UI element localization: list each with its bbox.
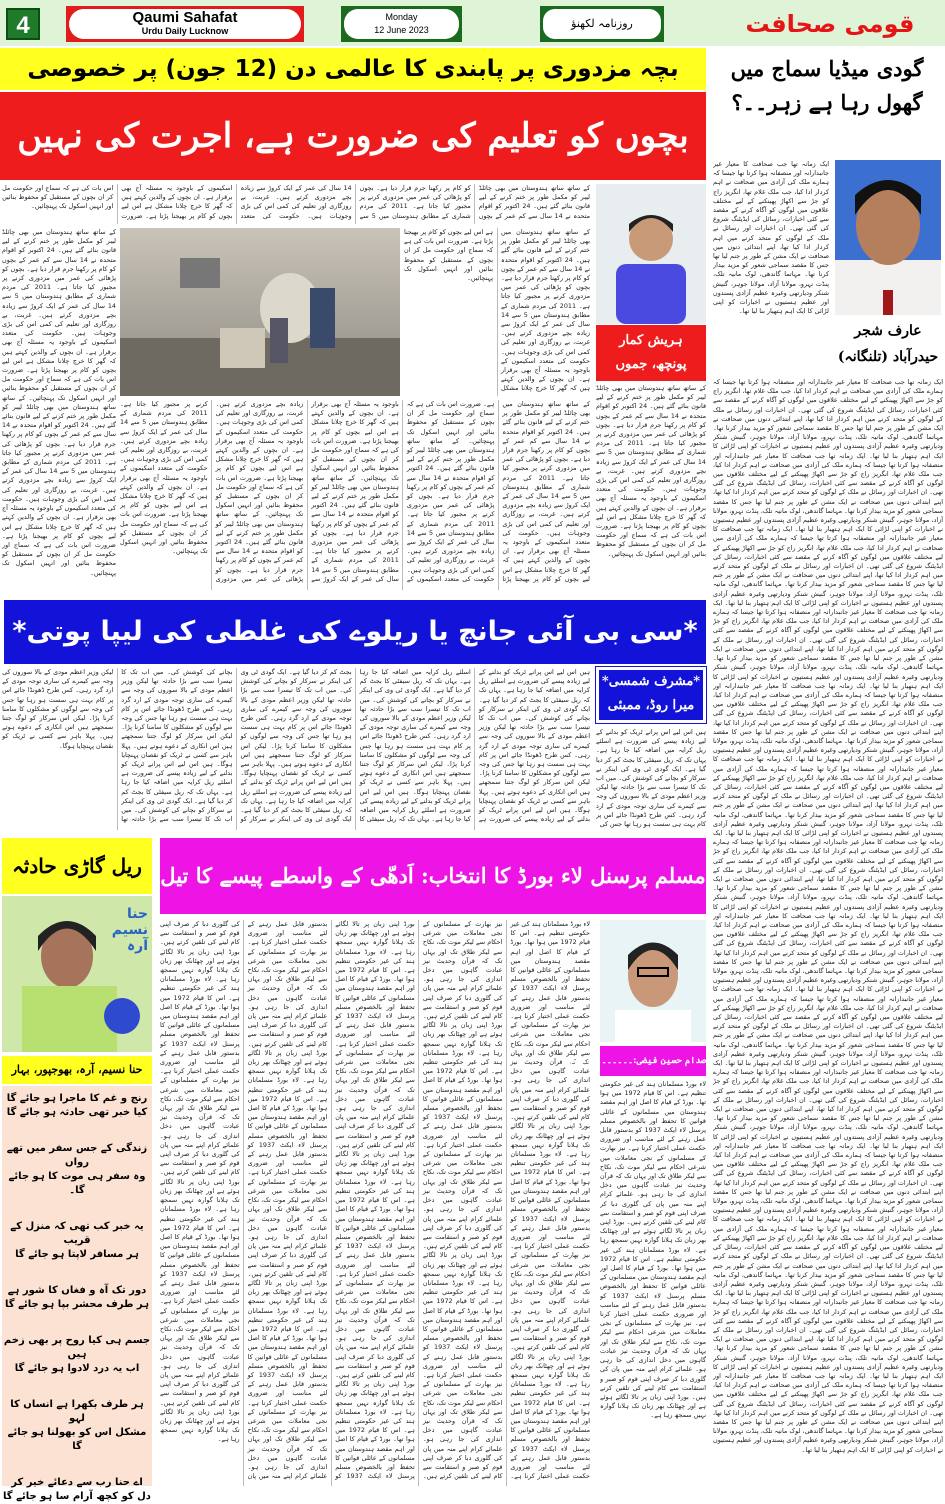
main-headline: بچوں کو تعلیم کی ضرورت ہے، اجرت کی نہیں (0, 92, 706, 180)
poem-line: مشکل اس کو بھولنا ہو جائے گا (7, 1427, 147, 1452)
mplb-headline: مسلم پرسنل لاء بورڈ کا انتخاب: اَدھّی کے واسطے پیسے کا تیل (160, 838, 706, 914)
arif-portrait (835, 160, 941, 315)
harish-photo (596, 184, 706, 324)
paper-name: Qaumi Sahafat (132, 9, 238, 26)
saddam-photo (600, 920, 706, 1042)
main-body-under-byline: کے ساتھ ساتھ ہندوستان میں بھی چائلڈ لیبر کو مکمل طور پر ختم کرنے کے لیے قانون بنائے گئے ہیں۔ 24 اکتوبر کو اقوام متحدہ نے 14 سال سے کم عمر کے بچوں کو کام پر رکھنا جرم قرار دیا ہے۔ بچوں کو پڑھائی کی عمر میں مزدوری کرنے پر مجبور کیا جاتا ہے۔ 2011 کی مردم شماری کے مطابق ہندوستان میں 5 سے 14 سال کی عمر کے ایک کروڑ سے زیادہ بچے مزدوری کرتے ہیں۔ غربت، بے روزگاری اور تعلیم کی کمی اس کی بڑی وجوہات ہیں۔ حکومت کی متعدد اسکیموں کے باوجود یہ مسئلہ آج بھی برقرار ہے۔ ان بچوں کے والدین کہتے ہیں کہ گھر کا خرچ چلانا مشکل ہے اس لیے بچوں کو کام پر بھیجنا پڑتا ہے۔ ضرورت اس بات کی ہے کہ سماج اور حکومت مل کر ان بچوں کے مستقبل کو محفوظ بنائیں اور انہیں اسکول تک پہنچائیں۔ (596, 384, 706, 558)
roznama-box (540, 6, 664, 42)
saddam-portrait (600, 920, 706, 1042)
mplb-body: لاء بورڈ مسلمانان ہند کی غیر حکومتی تنظیم ہے۔ اس کا قیام 1972 میں ہوا تھا۔ بورڈ کے قیام کا اصل اور اہم مقصد ہندوستان میں مسلمانوں کے عائلی قوانین کا تحفظ اور بالخصوص مسلم پرسنل لاء ایکٹ 1937 کو بدستور قابل عمل رہنے کے لئے مناسب اور ضروری حکمت عملی اختیار کرنا ہے۔ نیز بھارت کے مسلمانوں کے نجی معاملات میں شرعی احکام سے لیکر موت تک، نکاح سے لیکر طلاق تک اور یہاں تک کہ قرآن وحدیث نیز عبادت گاہوں میں دخل اندازی کی جا رہی ہو۔ علمائے کرام اپنے منہ میں پان کی گلوری دبا کر صرف اپنی قوم کو صبر و استقامت سے کام لینے کی تلقین کرتے ہیں۔ بورڈ اپنی زبان پر تالا لگائے ہوئے ہے اور چھٹانک بھر زبان تک ہلانا گوارہ نہیں سمجھ رہا ہے۔ لاء بورڈ مسلمانان ہند کی غیر حکومتی تنظیم ہے۔ اس کا قیام 1972 میں ہوا تھا۔ بورڈ کے قیام کا اصل اور اہم مقصد ہندوستان میں مسلمانوں کے عائلی قوانین کا تحفظ اور بالخصوص مسلم پرسنل لاء ایکٹ 1937 کو بدستور قابل عمل رہنے کے لئے مناسب اور ضروری حکمت عملی اختیار کرنا ہے۔ نیز بھارت کے مسلمانوں کے نجی معاملات میں شرعی احکام سے لیکر موت تک، نکاح سے لیکر طلاق تک اور یہاں تک کہ قرآن وحدیث نیز عبادت گاہوں میں دخل اندازی کی جا رہی ہو۔ علمائے کرام اپنے منہ میں پان کی گلوری دبا کر صرف اپنی قوم کو صبر و استقامت سے کام لینے کی تلقین کرتے ہیں۔ بورڈ اپنی زبان پر تالا لگائے ہوئے ہے اور چھٹانک بھر زبان تک ہلانا گوارہ نہیں سمجھ رہا ہے۔ لاء بورڈ مسلمانان ہند کی غیر حکومتی تنظیم ہے۔ اس کا قیام 1972 میں ہوا تھا۔ بورڈ کے قیام کا اصل اور اہم مقصد ہندوستان میں مسلمانوں کے عائلی قوانین کا تحفظ اور بالخصوص مسلم پرسنل لاء ایکٹ 1937 کو بدستور قابل عمل رہنے کے لئے مناسب اور ضروری حکمت عملی اختیار کرنا ہے۔ نیز بھارت کے مسلمانوں کے نجی معاملات میں شرعی احکام سے لیکر موت تک، نکاح سے لیکر طلاق تک اور یہاں تک کہ قرآن وحدیث نیز عبادت گاہوں میں دخل اندازی کی جا رہی ہو۔ علمائے کرام اپنے منہ میں پان کی گلوری دبا کر صرف اپنی قوم کو صبر و استقامت سے کام لینے کی تلقین کرتے ہیں۔ بورڈ اپنی زبان پر تالا لگائے ہوئے ہے اور چھٹانک بھر زبان تک ہلانا گوارہ نہیں سمجھ رہا ہے۔ لاء بورڈ مسلمانان ہند کی غیر حکومتی تنظیم ہے۔ اس کا قیام 1972 میں ہوا تھا۔ بورڈ کے قیام کا اصل اور اہم مقصد ہندوستان میں مسلمانوں کے عائلی قوانین کا تحفظ اور بالخصوص مسلم پرسنل لاء ایکٹ 1937 کو بدستور قابل عمل رہنے کے لئے مناسب اور ضروری حکمت عملی اختیار کرنا ہے۔ نیز بھارت کے مسلمانوں کے نجی معاملات میں شرعی احکام سے لیکر موت تک، نکاح سے لیکر طلاق تک اور یہاں تک کہ قرآن وحدیث نیز عبادت گاہوں میں دخل اندازی کی جا رہی ہو۔ علمائے کرام اپنے منہ میں پان کی گلوری دبا کر صرف اپنی قوم کو صبر و استقامت سے کام لینے کی تلقین کرتے ہیں۔ بورڈ اپنی زبان پر تالا لگائے ہوئے ہے اور چھٹانک بھر زبان تک ہلانا گوارہ نہیں سمجھ رہا ہے۔ لاء بورڈ مسلمانان ہند کی غیر حکومتی تنظیم ہے۔ اس کا قیام 1972 میں ہوا تھا۔ بورڈ کے قیام کا اصل اور اہم مقصد ہندوستان میں مسلمانوں کے عائلی قوانین کا تحفظ اور بالخصوص مسلم پرسنل لاء ایکٹ 1937 کو بدستور قابل عمل رہنے کے لئے مناسب اور ضروری حکمت عملی اختیار کرنا ہے۔ نیز بھارت کے مسلمانوں کے نجی معاملات میں شرعی احکام سے لیکر موت تک، نکاح سے لیکر طلاق تک اور یہاں تک کہ قرآن وحدیث نیز عبادت گاہوں میں دخل اندازی کی جا رہی ہو۔ علمائے کرام اپنے منہ میں پان کی گلوری دبا کر صرف اپنی قوم کو صبر و استقامت سے کام لینے کی تلقین کرتے ہیں۔ بورڈ اپنی زبان پر تالا لگائے ہوئے ہے اور چھٹانک بھر زبان تک ہلانا گوارہ نہیں سمجھ رہا ہے۔ لاء بورڈ مسلمانان ہند کی غیر حکومتی تنظیم ہے۔ اس کا قیام 1972 میں ہوا تھا۔ بورڈ کے قیام کا اصل اور اہم مقصد ہندوستان میں مسلمانوں کے عائلی قوانین کا تحفظ اور بالخصوص مسلم پرسنل لاء ایکٹ 1937 کو بدستور قابل عمل رہنے کے لئے مناسب اور ضروری حکمت عملی اختیار کرنا ہے۔ نیز بھارت کے مسلمانوں کے نجی معاملات میں شرعی احکام سے لیکر موت تک، نکاح سے لیکر طلاق تک اور یہاں تک کہ قرآن وحدیث نیز عبادت گاہوں میں دخل اندازی کی جا رہی ہو۔ علمائے کرام اپنے منہ میں پان کی گلوری دبا کر صرف اپنی قوم کو صبر و استقامت سے کام لینے کی تلقین کرتے ہیں۔ بورڈ اپنی زبان پر تالا لگائے ہوئے ہے اور چھٹانک بھر زبان تک ہلانا گوارہ نہیں سمجھ رہا ہے۔ لاء بورڈ مسلمانان ہند کی غیر حکومتی تنظیم ہے۔ اس کا قیام 1972 میں ہوا تھا۔ بورڈ کے قیام کا اصل اور اہم مقصد ہندوستان میں مسلمانوں کے عائلی قوانین کا تحفظ اور بالخصوص مسلم پرسنل لاء ایکٹ 1937 کو بدستور قابل عمل رہنے کے لئے مناسب اور ضروری حکمت عملی اختیار کرنا ہے۔ نیز بھارت کے مسلمانوں کے نجی معاملات میں شرعی احکام سے لیکر موت تک، نکاح سے لیکر طلاق تک اور یہاں تک کہ قرآن وحدیث نیز عبادت گاہوں میں دخل اندازی کی جا رہی ہو۔ علمائے کرام اپنے منہ میں پان کی گلوری دبا کر صرف اپنی قوم کو صبر و استقامت سے کام لینے کی تلقین کرتے ہیں۔ بورڈ اپنی زبان پر تالا لگائے ہوئے ہے اور چھٹانک بھر زبان تک ہلانا گوارہ نہیں سمجھ رہا ہے۔ لاء بورڈ مسلمانان ہند کی غیر حکومتی تنظیم ہے۔ اس کا قیام 1972 میں ہوا تھا۔ بورڈ کے قیام کا اصل اور اہم مقصد ہندوستان میں مسلمانوں کے عائلی قوانین کا تحفظ اور بالخصوص مسلم پرسنل لاء ایکٹ 1937 کو بدستور قابل عمل رہنے کے لئے مناسب اور ضروری حکمت عملی اختیار کرنا ہے۔ نیز بھارت کے مسلمانوں کے نجی معاملات میں شرعی احکام سے لیکر موت تک، نکاح سے لیکر طلاق تک اور یہاں تک کہ قرآن وحدیث نیز عبادت گاہوں میں دخل اندازی کی جا رہی ہو۔ علمائے کرام اپنے منہ میں پان کی گلوری دبا کر صرف اپنی قوم کو صبر و استقامت سے کام لینے کی تلقین کرتے ہیں۔ بورڈ اپنی زبان پر تالا لگائے ہوئے ہے اور چھٹانک بھر زبان تک ہلانا گوارہ نہیں سمجھ رہا ہے۔ لاء بورڈ مسلمانان ہند کی غیر حکومتی تنظیم ہے۔ اس کا قیام 1972 میں ہوا تھا۔ بورڈ کے قیام کا اصل اور اہم مقصد ہندوستان میں مسلمانوں کے عائلی قوانین کا تحفظ اور بالخصوص مسلم پرسنل لاء ایکٹ 1937 کو بدستور قابل عمل رہنے کے لئے مناسب اور ضروری حکمت عملی اختیار کرنا ہے۔ نیز بھارت کے مسلمانوں کے نجی معاملات میں شرعی احکام سے لیکر موت تک، نکاح سے لیکر طلاق تک اور یہاں تک کہ قرآن وحدیث نیز عبادت گاہوں میں دخل اندازی کی جا رہی ہو۔ علمائے کرام اپنے منہ میں پان کی گلوری دبا کر صرف اپنی قوم کو صبر و استقامت سے کام لینے کی تلقین کرتے ہیں۔ بورڈ اپنی زبان پر تالا لگائے ہوئے ہے اور چھٹانک بھر زبان تک ہلانا گوارہ نہیں سمجھ رہا ہے۔ لاء بورڈ مسلمانان ہند کی غیر حکومتی تنظیم ہے۔ اس کا قیام 1972 میں ہوا تھا۔ بورڈ کے قیام کا اصل اور اہم مقصد ہندوستان میں مسلمانوں کے عائلی قوانین کا تحفظ اور بالخصوص مسلم پرسنل لاء ایکٹ 1937 کو بدستور قابل عمل رہنے کے لئے مناسب اور ضروری حکمت عملی اختیار کرنا ہے۔ نیز بھارت کے مسلمانوں کے نجی معاملات میں شرعی احکام سے لیکر موت تک، نکاح سے لیکر طلاق تک اور یہاں تک کہ قرآن وحدیث نیز عبادت گاہوں میں دخل اندازی کی جا رہی ہو۔ علمائے کرام اپنے منہ میں پان کی گلوری دبا کر صرف اپنی قوم کو صبر و استقامت سے کام لینے کی تلقین کرتے ہیں۔ بورڈ اپنی زبان پر تالا لگائے ہوئے ہے اور چھٹانک بھر زبان تک ہلانا گوارہ نہیں سمجھ رہا ہے۔ لاء بورڈ مسلمانان ہند کی غیر حکومتی تنظیم ہے۔ اس کا قیام 1972 میں ہوا تھا۔ بورڈ کے قیام کا اصل اور اہم مقصد ہندوستان میں مسلمانوں کے عائلی قوانین کا تحفظ اور بالخصوص مسلم پرسنل لاء ایکٹ 1937 کو بدستور قابل عمل رہنے کے لئے مناسب اور ضروری حکمت عملی اختیار کرنا ہے۔ نیز بھارت کے مسلمانوں کے نجی معاملات میں شرعی احکام سے لیکر موت تک، نکاح سے لیکر طلاق تک اور یہاں تک کہ قرآن وحدیث نیز عبادت گاہوں میں دخل اندازی کی جا رہی ہو۔ علمائے کرام اپنے منہ میں پان کی گلوری دبا کر صرف اپنی قوم کو صبر و استقامت سے کام لینے کی تلقین کرتے ہیں۔ بورڈ اپنی زبان پر تالا لگائے ہوئے ہے اور چھٹانک بھر زبان تک ہلانا گوارہ نہیں سمجھ رہا ہے۔ لاء بورڈ مسلمانان ہند کی غیر حکومتی تنظیم ہے۔ اس کا قیام 1972 میں ہوا تھا۔ بورڈ کے قیام کا اصل اور اہم مقصد ہندوستان میں مسلمانوں کے عائلی قوانین کا تحفظ اور بالخصوص مسلم پرسنل لاء ایکٹ 1937 کو بدستور قابل عمل رہنے کے لئے مناسب اور ضروری حکمت عملی اختیار کرنا ہے۔ نیز بھارت کے مسلمانوں کے نجی معاملات میں شرعی احکام سے لیکر موت تک، نکاح سے لیکر طلاق تک اور یہاں تک کہ قرآن وحدیث نیز عبادت گاہوں میں دخل اندازی کی جا رہی ہو۔ علمائے کرام اپنے منہ میں پان کی گلوری دبا کر صرف اپنی قوم کو صبر و استقامت سے کام لینے کی تلقین کرتے ہیں۔ بورڈ اپنی زبان پر تالا لگائے ہوئے ہے اور چھٹانک بھر زبان تک ہلانا گوارہ نہیں سمجھ رہا ہے۔ (160, 920, 590, 1481)
poem-stanza (2, 1476, 152, 1504)
children-photo (120, 228, 400, 396)
main-body-right: کے ساتھ ساتھ ہندوستان میں بھی چائلڈ لیبر کو مکمل طور پر ختم کرنے کے لیے قانون بنائے گئے ہیں۔ 24 اکتوبر کو اقوام متحدہ نے 14 سال سے کم عمر کے بچوں کو کام پر رکھنا جرم قرار دیا ہے۔ بچوں کو پڑھائی کی عمر میں مزدوری کرنے پر مجبور کیا جاتا ہے۔ 2011 کی مردم شماری کے مطابق ہندوستان میں 5 سے 14 سال کی عمر کے ایک کروڑ سے زیادہ بچے مزدوری کرتے ہیں۔ غربت، بے روزگاری اور تعلیم کی کمی اس کی بڑی وجوہات ہیں۔ حکومت کی متعدد اسکیموں کے باوجود یہ مسئلہ آج بھی برقرار ہے۔ ان بچوں کے والدین کہتے ہیں کہ گھر کا خرچ چلانا مشکل ہے اس لیے بچوں کو کام پر بھیجنا پڑتا ہے۔ ضرورت اس بات کی ہے کہ سماج اور حکومت مل کر ان بچوں کے مستقبل کو محفوظ بنائیں اور انہیں اسکول تک پہنچائیں۔ (404, 228, 590, 393)
poem-stanza (2, 1334, 152, 1376)
harish-name: ہریش کمار (619, 333, 683, 348)
masthead: قومی صحافت (745, 10, 915, 38)
poem-line: ہر مسافر لاپتا ہو جائے گا (15, 1249, 139, 1260)
poem-stanza (2, 1092, 152, 1120)
poet-byline: حنا نسیم، آرہ، بھوجپور، بہار (2, 1056, 152, 1084)
mplb-body-right: لاء بورڈ مسلمانان ہند کی غیر حکومتی تنظیم ہے۔ اس کا قیام 1972 میں ہوا تھا۔ بورڈ کے قیام کا اصل اور اہم مقصد ہندوستان میں مسلمانوں کے عائلی قوانین کا تحفظ اور بالخصوص مسلم پرسنل لاء ایکٹ 1937 کو بدستور قابل عمل رہنے کے لئے مناسب اور ضروری حکمت عملی اختیار کرنا ہے۔ نیز بھارت کے مسلمانوں کے نجی معاملات میں شرعی احکام سے لیکر موت تک، نکاح سے لیکر طلاق تک اور یہاں تک کہ قرآن وحدیث نیز عبادت گاہوں میں دخل اندازی کی جا رہی ہو۔ علمائے کرام اپنے منہ میں پان کی گلوری دبا کر صرف اپنی قوم کو صبر و استقامت سے کام لینے کی تلقین کرتے ہیں۔ بورڈ اپنی زبان پر تالا لگائے ہوئے ہے اور چھٹانک بھر زبان تک ہلانا گوارہ نہیں سمجھ رہا ہے۔ لاء بورڈ مسلمانان ہند کی غیر حکومتی تنظیم ہے۔ اس کا قیام 1972 میں ہوا تھا۔ بورڈ کے قیام کا اصل اور اہم مقصد ہندوستان میں مسلمانوں کے عائلی قوانین کا تحفظ اور بالخصوص مسلم پرسنل لاء ایکٹ 1937 کو بدستور قابل عمل رہنے کے لئے مناسب اور ضروری حکمت عملی اختیار کرنا ہے۔ نیز بھارت کے مسلمانوں کے نجی معاملات میں شرعی احکام سے لیکر موت تک، نکاح سے لیکر طلاق تک اور یہاں تک کہ قرآن وحدیث نیز عبادت گاہوں میں دخل اندازی کی جا رہی ہو۔ علمائے کرام اپنے منہ میں پان کی گلوری دبا کر صرف اپنی قوم کو صبر و استقامت سے کام لینے کی تلقین کرتے ہیں۔ بورڈ اپنی زبان پر تالا لگائے ہوئے ہے اور چھٹانک بھر زبان تک ہلانا گوارہ نہیں سمجھ رہا ہے۔ (600, 1080, 706, 1420)
paper-name-box (66, 6, 304, 42)
poem-stanza (2, 1398, 152, 1454)
side-headline: گودی میڈیا سماج میں گھول رہا ہے زہر۔۔؟ (730, 56, 924, 115)
mushraf-name: *مشرف شمسی* (601, 674, 701, 689)
mushraf-byline (596, 667, 706, 723)
poem-stanza (2, 1284, 152, 1312)
rail-headline: *سی بی آئی جانچ یا ریلوے کی غلطی کی لیپا پوتی* (4, 600, 706, 664)
photo-banner-text: حنا نسیم آرہ (111, 906, 148, 954)
arif-name: عارف شجر (854, 323, 922, 339)
page-number: 4 (6, 8, 40, 40)
poem-line: دور تک آہ و فغاں کا شور ہے (7, 1285, 147, 1296)
main-body-left: کے ساتھ ساتھ ہندوستان میں بھی چائلڈ لیبر کو مکمل طور پر ختم کرنے کے لیے قانون بنائے گئے ہیں۔ 24 اکتوبر کو اقوام متحدہ نے 14 سال سے کم عمر کے بچوں کو کام پر رکھنا جرم قرار دیا ہے۔ بچوں کو پڑھائی کی عمر میں مزدوری کرنے پر مجبور کیا جاتا ہے۔ 2011 کی مردم شماری کے مطابق ہندوستان میں 5 سے 14 سال کی عمر کے ایک کروڑ سے زیادہ بچے مزدوری کرتے ہیں۔ غربت، بے روزگاری اور تعلیم کی کمی اس کی بڑی وجوہات ہیں۔ حکومت کی متعدد اسکیموں کے باوجود یہ مسئلہ آج بھی برقرار ہے۔ ان بچوں کے والدین کہتے ہیں کہ گھر کا خرچ چلانا مشکل ہے اس لیے بچوں کو کام پر بھیجنا پڑتا ہے۔ ضرورت اس بات کی ہے کہ سماج اور حکومت مل کر ان بچوں کے مستقبل کو محفوظ بنائیں اور انہیں اسکول تک پہنچائیں۔ کے ساتھ ساتھ ہندوستان میں بھی چائلڈ لیبر کو مکمل طور پر ختم کرنے کے لیے قانون بنائے گئے ہیں۔ 24 اکتوبر کو اقوام متحدہ نے 14 سال سے کم عمر کے بچوں کو کام پر رکھنا جرم قرار دیا ہے۔ بچوں کو پڑھائی کی عمر میں مزدوری کرنے پر مجبور کیا جاتا ہے۔ 2011 کی مردم شماری کے مطابق ہندوستان میں 5 سے 14 سال کی عمر کے ایک کروڑ سے زیادہ بچے مزدوری کرتے ہیں۔ غربت، بے روزگاری اور تعلیم کی کمی اس کی بڑی وجوہات ہیں۔ حکومت کی متعدد اسکیموں کے باوجود یہ مسئلہ آج بھی برقرار ہے۔ ان بچوں کے والدین کہتے ہیں کہ گھر کا خرچ چلانا مشکل ہے اس لیے بچوں کو کام پر بھیجنا پڑتا ہے۔ ضرورت اس بات کی ہے کہ سماج اور حکومت مل کر ان بچوں کے مستقبل کو محفوظ بنائیں اور انہیں اسکول تک پہنچائیں۔ (2, 228, 116, 577)
rail-body-right: ہیں اس لیے اس پرانے ٹریک کو بدلنے کے لیے زیادہ پیسے کی ضرورت ہے اسلئے ریل کرایہ میں اضافہ کیا جا رہا ہے۔ یہاں تک کہ ریل سیفٹی کا بجٹ کم کر دیا گیا ہے۔ ایک گودی ٹی وی کی اینکر نے سرکار کو بچانے کی کوشش کی۔ میں اب تک کا تیسرا سب سے بڑا حادثہ تھا لیکن وزیر اعظم مودی کے بالا سوروں کی وجہ سے کیمرے کی ساری توجہ مودی کے ارد گرد رہی۔ کس طرح ڈھونڈا جائے اس پر کام بہت ہی سست ہو رہا تھا جس کی (596, 728, 706, 829)
main-body-top: کے ساتھ ساتھ ہندوستان میں بھی چائلڈ لیبر کو مکمل طور پر ختم کرنے کے لیے قانون بنائے گئے ہیں۔ 24 اکتوبر کو اقوام متحدہ نے 14 سال سے کم عمر کے بچوں کو کام پر رکھنا جرم قرار دیا ہے۔ بچوں کو پڑھائی کی عمر میں مزدوری کرنے پر مجبور کیا جاتا ہے۔ 2011 کی مردم شماری کے مطابق ہندوستان میں 5 سے 14 سال کی عمر کے ایک کروڑ سے زیادہ بچے مزدوری کرتے ہیں۔ غربت، بے روزگاری اور تعلیم کی کمی اس کی بڑی وجوہات ہیں۔ حکومت کی متعدد اسکیموں کے باوجود یہ مسئلہ آج بھی برقرار ہے۔ ان بچوں کے والدین کہتے ہیں کہ گھر کا خرچ چلانا مشکل ہے اس لیے بچوں کو کام پر بھیجنا پڑتا ہے۔ ضرورت اس بات کی ہے کہ سماج اور حکومت مل کر ان بچوں کے مستقبل کو محفوظ بنائیں اور انہیں اسکول تک پہنچائیں۔ (2, 184, 590, 220)
poem-stanza (2, 1142, 152, 1198)
poem-body (2, 1086, 152, 1502)
poem-line: جسم ہی کیا روح پر بھی زخم ہیں (3, 1335, 151, 1360)
arif-photo (835, 160, 941, 315)
poem-line: وہ سفر ہی موت کا ہو جائے گا۔ (8, 1171, 146, 1196)
poem-line: کیا خبر تھی حادثہ ہو جائے گا (6, 1107, 148, 1118)
roznama-label: روزنامہ لکھنؤ (543, 9, 661, 39)
paper-subtitle: Urdu Daily Lucknow (141, 26, 229, 36)
arif-byline (835, 318, 941, 370)
poem-line: ہر طرف بکھرا ہے انساں کا لہو (10, 1399, 144, 1424)
poem-section-title: ریل گاڑی حادثہ (2, 838, 152, 894)
poem-line: اے حنا رب سے دعائے خیر کر (11, 1477, 143, 1488)
harish-byline (596, 325, 706, 381)
poem-stanza (2, 1220, 152, 1262)
harish-place: پونچھ، جموں (615, 357, 687, 372)
date: 12 June 2023 (374, 25, 429, 35)
harish-portrait (596, 184, 706, 324)
saddam-byline: صدام حسین فیضی:۔۔۔۔۔۔۔دوٹوک (600, 1046, 706, 1076)
poem-line: اب یہ درد لادوا ہو جائے گا (14, 1363, 140, 1374)
poem-line: یہ خبر کب تھی کہ منزل کے قریب (10, 1221, 144, 1246)
poem-line: رنج و غم کا ماجرا ہو جائے گا (6, 1093, 148, 1104)
poem-line: دل کو کچھ آرام سا ہو جائے گا (3, 1491, 151, 1502)
side-body-top: ایک زمانہ تھا جب صحافت کا معیار غیر جانبدارانہ اور منصفانہ ہوا کرتا تھا جیسا کہ ہمارے ملک کی آزادی میں صحافت نے اہم کردار ادا کیا، جب ملک غلام تھا، انگریز راج کو جڑ سے اکھاڑ پھینکنے کے لیے مختلف علاقوں میں لوگوں کو آگاہ کرنے کے مقصد سے کئی اخبارات، رسائل کی ایڈیٹنگ شروع کی گئی تھی۔ ان اخبارات اور رسائل نے ملک کے لوگوں کو متحد کرنے میں اہم کردار ادا کیا تھا، اپنے ابتدائی دنوں میں صحافت نے ایک مشن کے طور پر جنم لیا تھا جس کا مقصد سماجی شعور کو مزید بیدار کرنا تھا۔ مہاتما گاندھی، لوک مانیہ تلک، پنڈت نہرو، مولانا آزاد، مولانا جوہر، گنیش شنکر ودیارتھی وغیرہ عظیم آزادی پسندوں اور عظیم ہستیوں نے اخبارات کو اپنی لڑائی کا ایک اہم ہتھیار بنا لیا تھا۔ (713, 160, 829, 316)
date-box (341, 6, 462, 42)
poet-photo (2, 896, 152, 1052)
poem-line: ہر طرف محشر بپا ہو جائے گا (5, 1299, 149, 1310)
main-kicker: بچہ مزدوری پر پابندی کا عالمی دن (12 جون) پر خصوصی (0, 48, 706, 90)
rail-body: ہیں اس لیے اس پرانے ٹریک کو بدلنے کے لیے زیادہ پیسے کی ضرورت ہے اسلئے ریل کرایہ میں اضافہ کیا جا رہا ہے۔ یہاں تک کہ ریل سیفٹی کا بجٹ کم کر دیا گیا ہے۔ ایک گودی ٹی وی کی اینکر نے سرکار کو بچانے کی کوشش کی۔ میں اب تک کا تیسرا سب سے بڑا حادثہ تھا لیکن وزیر اعظم مودی کے بالا سوروں کی وجہ سے کیمرے کی ساری توجہ مودی کے ارد گرد رہی۔ کس طرح ڈھونڈا جائے اس پر کام بہت ہی سست ہو رہا تھا جس کی وجہ سے لوگوں کو مشکلوں کا سامنا کرنا پڑا۔ لیکن اس سرکار کو لوگ جتنا سمجھتے ہیں اس انکاری کے دعوے ہوتے ہیں۔ پہلا باہر سے کسی نے ٹریک کو نقصان پہنچایا ہوگا۔ ہیں اس لیے اس پرانے ٹریک کو بدلنے کے لیے زیادہ پیسے کی ضرورت ہے اسلئے ریل کرایہ میں اضافہ کیا جا رہا ہے۔ یہاں تک کہ ریل سیفٹی کا بجٹ کم کر دیا گیا ہے۔ ایک گودی ٹی وی کی اینکر نے سرکار کو بچانے کی کوشش کی۔ میں اب تک کا تیسرا سب سے بڑا حادثہ تھا لیکن وزیر اعظم مودی کے بالا سوروں کی وجہ سے کیمرے کی ساری توجہ مودی کے ارد گرد رہی۔ کس طرح ڈھونڈا جائے اس پر کام بہت ہی سست ہو رہا تھا جس کی وجہ سے لوگوں کو مشکلوں کا سامنا کرنا پڑا۔ لیکن اس سرکار کو لوگ جتنا سمجھتے ہیں اس انکاری کے دعوے ہوتے ہیں۔ پہلا باہر سے کسی نے ٹریک کو نقصان پہنچایا ہوگا۔ ہیں اس لیے اس پرانے ٹریک کو بدلنے کے لیے زیادہ پیسے کی ضرورت ہے اسلئے ریل کرایہ میں اضافہ کیا جا رہا ہے۔ یہاں تک کہ ریل سیفٹی کا بجٹ کم کر دیا گیا ہے۔ ایک گودی ٹی وی کی اینکر نے سرکار کو بچانے کی کوشش کی۔ میں اب تک کا تیسرا سب سے بڑا حادثہ تھا لیکن وزیر اعظم مودی کے بالا سوروں کی وجہ سے کیمرے کی ساری توجہ مودی کے ارد گرد رہی۔ کس طرح ڈھونڈا جائے اس پر کام بہت ہی سست ہو رہا تھا جس کی وجہ سے لوگوں کو مشکلوں کا سامنا کرنا پڑا۔ لیکن اس سرکار کو لوگ جتنا سمجھتے ہیں اس انکاری کے دعوے ہوتے ہیں۔ پہلا باہر سے کسی نے ٹریک کو نقصان پہنچایا ہوگا۔ ہیں اس لیے اس پرانے ٹریک کو بدلنے کے لیے زیادہ پیسے کی ضرورت ہے اسلئے ریل کرایہ میں اضافہ کیا جا رہا ہے۔ یہاں تک کہ ریل سیفٹی کا بجٹ کم کر دیا گیا ہے۔ ایک گودی ٹی وی کی اینکر نے سرکار کو بچانے کی کوشش کی۔ میں اب تک کا تیسرا سب سے بڑا حادثہ تھا لیکن وزیر اعظم مودی کے بالا سوروں کی وجہ سے کیمرے کی ساری توجہ مودی کے ارد گرد رہی۔ کس طرح ڈھونڈا جائے اس پر کام بہت ہی سست ہو رہا تھا جس کی وجہ سے لوگوں کو مشکلوں کا سامنا کرنا پڑا۔ لیکن اس سرکار کو لوگ جتنا سمجھتے ہیں اس انکاری کے دعوے ہوتے ہیں۔ پہلا باہر سے کسی نے ٹریک کو نقصان پہنچایا ہوگا۔ ہیں اس لیے اس پرانے ٹریک کو بدلنے کے لیے زیادہ پیسے کی ضرورت ہے اسلئے ریل کرایہ میں اضافہ کیا جا رہا ہے۔ یہاں تک کہ ریل سیفٹی کا بجٹ کم کر دیا گیا ہے۔ ایک گودی ٹی وی کی اینکر نے سرکار کو بچانے کی کوشش کی۔ میں اب تک کا تیسرا سب سے بڑا حادثہ تھا لیکن وزیر اعظم مودی کے بالا سوروں کی وجہ سے کیمرے کی ساری توجہ مودی کے ارد گرد رہی۔ کس طرح ڈھونڈا جائے اس پر کام بہت ہی سست ہو رہا تھا جس کی وجہ سے لوگوں کو مشکلوں کا سامنا کرنا پڑا۔ لیکن اس سرکار کو لوگ جتنا سمجھتے ہیں اس انکاری کے دعوے ہوتے ہیں۔ پہلا باہر سے کسی نے ٹریک کو نقصان پہنچایا ہوگا۔ (2, 668, 590, 824)
day: Monday (385, 12, 418, 22)
children-photo-image (120, 228, 400, 396)
main-body-bottom: کے ساتھ ساتھ ہندوستان میں بھی چائلڈ لیبر کو مکمل طور پر ختم کرنے کے لیے قانون بنائے گئے ہیں۔ 24 اکتوبر کو اقوام متحدہ نے 14 سال سے کم عمر کے بچوں کو کام پر رکھنا جرم قرار دیا ہے۔ بچوں کو پڑھائی کی عمر میں مزدوری کرنے پر مجبور کیا جاتا ہے۔ 2011 کی مردم شماری کے مطابق ہندوستان میں 5 سے 14 سال کی عمر کے ایک کروڑ سے زیادہ بچے مزدوری کرتے ہیں۔ غربت، بے روزگاری اور تعلیم کی کمی اس کی بڑی وجوہات ہیں۔ حکومت کی متعدد اسکیموں کے باوجود یہ مسئلہ آج بھی برقرار ہے۔ ان بچوں کے والدین کہتے ہیں کہ گھر کا خرچ چلانا مشکل ہے اس لیے بچوں کو کام پر بھیجنا پڑتا ہے۔ ضرورت اس بات کی ہے کہ سماج اور حکومت مل کر ان بچوں کے مستقبل کو محفوظ بنائیں اور انہیں اسکول تک پہنچائیں۔ کے ساتھ ساتھ ہندوستان میں بھی چائلڈ لیبر کو مکمل طور پر ختم کرنے کے لیے قانون بنائے گئے ہیں۔ 24 اکتوبر کو اقوام متحدہ نے 14 سال سے کم عمر کے بچوں کو کام پر رکھنا جرم قرار دیا ہے۔ بچوں کو پڑھائی کی عمر میں مزدوری کرنے پر مجبور کیا جاتا ہے۔ 2011 کی مردم شماری کے مطابق ہندوستان میں 5 سے 14 سال کی عمر کے ایک کروڑ سے زیادہ بچے مزدوری کرتے ہیں۔ غربت، بے روزگاری اور تعلیم کی کمی اس کی بڑی وجوہات ہیں۔ حکومت کی متعدد اسکیموں کے باوجود یہ مسئلہ آج بھی برقرار ہے۔ ان بچوں کے والدین کہتے ہیں کہ گھر کا خرچ چلانا مشکل ہے اس لیے بچوں کو کام پر بھیجنا پڑتا ہے۔ ضرورت اس بات کی ہے کہ سماج اور حکومت مل کر ان بچوں کے مستقبل کو محفوظ بنائیں اور انہیں اسکول تک پہنچائیں۔ کے ساتھ ساتھ ہندوستان میں بھی چائلڈ لیبر کو مکمل طور پر ختم کرنے کے لیے قانون بنائے گئے ہیں۔ 24 اکتوبر کو اقوام متحدہ نے 14 سال سے کم عمر کے بچوں کو کام پر رکھنا جرم قرار دیا ہے۔ بچوں کو پڑھائی کی عمر میں مزدوری کرنے پر مجبور کیا جاتا ہے۔ 2011 کی مردم شماری کے مطابق ہندوستان میں 5 سے 14 سال کی عمر کے ایک کروڑ سے زیادہ بچے مزدوری کرتے ہیں۔ غربت، بے روزگاری اور تعلیم کی کمی اس کی بڑی وجوہات ہیں۔ حکومت کی متعدد اسکیموں کے باوجود یہ مسئلہ آج بھی برقرار ہے۔ ان بچوں کے والدین کہتے ہیں کہ گھر کا خرچ چلانا مشکل ہے اس لیے بچوں کو کام پر بھیجنا پڑتا ہے۔ ضرورت اس بات کی ہے کہ سماج اور حکومت مل کر ان بچوں کے مستقبل کو محفوظ بنائیں اور انہیں اسکول تک پہنچائیں۔ کے ساتھ ساتھ ہندوستان میں بھی چائلڈ لیبر کو مکمل طور پر ختم کرنے کے لیے قانون بنائے گئے ہیں۔ 24 اکتوبر کو اقوام متحدہ نے 14 سال سے کم عمر کے بچوں کو کام پر رکھنا جرم قرار دیا ہے۔ بچوں کو پڑھائی کی عمر میں مزدوری کرنے پر مجبور کیا جاتا ہے۔ 2011 کی مردم شماری کے مطابق ہندوستان میں 5 سے 14 سال کی عمر کے ایک کروڑ سے زیادہ بچے مزدوری کرتے ہیں۔ غربت، بے روزگاری اور تعلیم کی کمی اس کی بڑی وجوہات ہیں۔ حکومت کی متعدد اسکیموں کے باوجود یہ مسئلہ آج بھی برقرار ہے۔ ان بچوں کے والدین کہتے ہیں کہ گھر کا خرچ چلانا مشکل ہے اس لیے بچوں کو کام پر بھیجنا پڑتا ہے۔ ضرورت اس بات کی ہے کہ سماج اور حکومت مل کر ان بچوں کے مستقبل کو محفوظ بنائیں اور انہیں اسکول تک پہنچائیں۔ (120, 400, 590, 583)
side-body: ایک زمانہ تھا جب صحافت کا معیار غیر جانبدارانہ اور منصفانہ ہوا کرتا تھا جیسا کہ ہمارے ملک کی آزادی میں صحافت نے اہم کردار ادا کیا، جب ملک غلام تھا، انگریز راج کو جڑ سے اکھاڑ پھینکنے کے لیے مختلف علاقوں میں لوگوں کو آگاہ کرنے کے مقصد سے کئی اخبارات، رسائل کی ایڈیٹنگ شروع کی گئی تھی۔ ان اخبارات اور رسائل نے ملک کے لوگوں کو متحد کرنے میں اہم کردار ادا کیا تھا، اپنے ابتدائی دنوں میں صحافت نے ایک مشن کے طور پر جنم لیا تھا جس کا مقصد سماجی شعور کو مزید بیدار کرنا تھا۔ مہاتما گاندھی، لوک مانیہ تلک، پنڈت نہرو، مولانا آزاد، مولانا جوہر، گنیش شنکر ودیارتھی وغیرہ عظیم آزادی پسندوں اور عظیم ہستیوں نے اخبارات کو اپنی لڑائی کا ایک اہم ہتھیار بنا لیا تھا۔ ایک زمانہ تھا جب صحافت کا معیار غیر جانبدارانہ اور منصفانہ ہوا کرتا تھا جیسا کہ ہمارے ملک کی آزادی میں صحافت نے اہم کردار ادا کیا، جب ملک غلام تھا، انگریز راج کو جڑ سے اکھاڑ پھینکنے کے لیے مختلف علاقوں میں لوگوں کو آگاہ کرنے کے مقصد سے کئی اخبارات، رسائل کی ایڈیٹنگ شروع کی گئی تھی۔ ان اخبارات اور رسائل نے ملک کے لوگوں کو متحد کرنے میں اہم کردار ادا کیا تھا، اپنے ابتدائی دنوں میں صحافت نے ایک مشن کے طور پر جنم لیا تھا جس کا مقصد سماجی شعور کو مزید بیدار کرنا تھا۔ مہاتما گاندھی، لوک مانیہ تلک، پنڈت نہرو، مولانا آزاد، مولانا جوہر، گنیش شنکر ودیارتھی وغیرہ عظیم آزادی پسندوں اور عظیم ہستیوں نے اخبارات کو اپنی لڑائی کا ایک اہم ہتھیار بنا لیا تھا۔ ایک زمانہ تھا جب صحافت کا معیار غیر جانبدارانہ اور منصفانہ ہوا کرتا تھا جیسا کہ ہمارے ملک کی آزادی میں صحافت نے اہم کردار ادا کیا، جب ملک غلام تھا، انگریز راج کو جڑ سے اکھاڑ پھینکنے کے لیے مختلف علاقوں میں لوگوں کو آگاہ کرنے کے مقصد سے کئی اخبارات، رسائل کی ایڈیٹنگ شروع کی گئی تھی۔ ان اخبارات اور رسائل نے ملک کے لوگوں کو متحد کرنے میں اہم کردار ادا کیا تھا، اپنے ابتدائی دنوں میں صحافت نے ایک مشن کے طور پر جنم لیا تھا جس کا مقصد سماجی شعور کو مزید بیدار کرنا تھا۔ مہاتما گاندھی، لوک مانیہ تلک، پنڈت نہرو، مولانا آزاد، مولانا جوہر، گنیش شنکر ودیارتھی وغیرہ عظیم آزادی پسندوں اور عظیم ہستیوں نے اخبارات کو اپنی لڑائی کا ایک اہم ہتھیار بنا لیا تھا۔ ایک زمانہ تھا جب صحافت کا معیار غیر جانبدارانہ اور منصفانہ ہوا کرتا تھا جیسا کہ ہمارے ملک کی آزادی میں صحافت نے اہم کردار ادا کیا، جب ملک غلام تھا، انگریز راج کو جڑ سے اکھاڑ پھینکنے کے لیے مختلف علاقوں میں لوگوں کو آگاہ کرنے کے مقصد سے کئی اخبارات، رسائل کی ایڈیٹنگ شروع کی گئی تھی۔ ان اخبارات اور رسائل نے ملک کے لوگوں کو متحد کرنے میں اہم کردار ادا کیا تھا، اپنے ابتدائی دنوں میں صحافت نے ایک مشن کے طور پر جنم لیا تھا جس کا مقصد سماجی شعور کو مزید بیدار کرنا تھا۔ مہاتما گاندھی، لوک مانیہ تلک، پنڈت نہرو، مولانا آزاد، مولانا جوہر، گنیش شنکر ودیارتھی وغیرہ عظیم آزادی پسندوں اور عظیم ہستیوں نے اخبارات کو اپنی لڑائی کا ایک اہم ہتھیار بنا لیا تھا۔ ایک زمانہ تھا جب صحافت کا معیار غیر جانبدارانہ اور منصفانہ ہوا کرتا تھا جیسا کہ ہمارے ملک کی آزادی میں صحافت نے اہم کردار ادا کیا، جب ملک غلام تھا، انگریز راج کو جڑ سے اکھاڑ پھینکنے کے لیے مختلف علاقوں میں لوگوں کو آگاہ کرنے کے مقصد سے کئی اخبارات، رسائل کی ایڈیٹنگ شروع کی گئی تھی۔ ان اخبارات اور رسائل نے ملک کے لوگوں کو متحد کرنے میں اہم کردار ادا کیا تھا، اپنے ابتدائی دنوں میں صحافت نے ایک مشن کے طور پر جنم لیا تھا جس کا مقصد سماجی شعور کو مزید بیدار کرنا تھا۔ مہاتما گاندھی، لوک مانیہ تلک، پنڈت نہرو، مولانا آزاد، مولانا جوہر، گنیش شنکر ودیارتھی وغیرہ عظیم آزادی پسندوں اور عظیم ہستیوں نے اخبارات کو اپنی لڑائی کا ایک اہم ہتھیار بنا لیا تھا۔ ایک زمانہ تھا جب صحافت کا معیار غیر جانبدارانہ اور منصفانہ ہوا کرتا تھا جیسا کہ ہمارے ملک کی آزادی میں صحافت نے اہم کردار ادا کیا، جب ملک غلام تھا، انگریز راج کو جڑ سے اکھاڑ پھینکنے کے لیے مختلف علاقوں میں لوگوں کو آگاہ کرنے کے مقصد سے کئی اخبارات، رسائل کی ایڈیٹنگ شروع کی گئی تھی۔ ان اخبارات اور رسائل نے ملک کے لوگوں کو متحد کرنے میں اہم کردار ادا کیا تھا، اپنے ابتدائی دنوں میں صحافت نے ایک مشن کے طور پر جنم لیا تھا جس کا مقصد سماجی شعور کو مزید بیدار کرنا تھا۔ مہاتما گاندھی، لوک مانیہ تلک، پنڈت نہرو، مولانا آزاد، مولانا جوہر، گنیش شنکر ودیارتھی وغیرہ عظیم آزادی پسندوں اور عظیم ہستیوں نے اخبارات کو اپنی لڑائی کا ایک اہم ہتھیار بنا لیا تھا۔ ایک زمانہ تھا جب صحافت کا معیار غیر جانبدارانہ اور منصفانہ ہوا کرتا تھا جیسا کہ ہمارے ملک کی آزادی میں صحافت نے اہم کردار ادا کیا، جب ملک غلام تھا، انگریز راج کو جڑ سے اکھاڑ پھینکنے کے لیے مختلف علاقوں میں لوگوں کو آگاہ کرنے کے مقصد سے کئی اخبارات، رسائل کی ایڈیٹنگ شروع کی گئی تھی۔ ان اخبارات اور رسائل نے ملک کے لوگوں کو متحد کرنے میں اہم کردار ادا کیا تھا، اپنے ابتدائی دنوں میں صحافت نے ایک مشن کے طور پر جنم لیا تھا جس کا مقصد سماجی شعور کو مزید بیدار کرنا تھا۔ مہاتما گاندھی، لوک مانیہ تلک، پنڈت نہرو، مولانا آزاد، مولانا جوہر، گنیش شنکر ودیارتھی وغیرہ عظیم آزادی پسندوں اور عظیم ہستیوں نے اخبارات کو اپنی لڑائی کا ایک اہم ہتھیار بنا لیا تھا۔ ایک زمانہ تھا جب صحافت کا معیار غیر جانبدارانہ اور منصفانہ ہوا کرتا تھا جیسا کہ ہمارے ملک کی آزادی میں صحافت نے اہم کردار ادا کیا، جب ملک غلام تھا، انگریز راج کو جڑ سے اکھاڑ پھینکنے کے لیے مختلف علاقوں میں لوگوں کو آگاہ کرنے کے مقصد سے کئی اخبارات، رسائل کی ایڈیٹنگ شروع کی گئی تھی۔ ان اخبارات اور رسائل نے ملک کے لوگوں کو متحد کرنے میں اہم کردار ادا کیا تھا، اپنے ابتدائی دنوں میں صحافت نے ایک مشن کے طور پر جنم لیا تھا جس کا مقصد سماجی شعور کو مزید بیدار کرنا تھا۔ مہاتما گاندھی، لوک مانیہ تلک، پنڈت نہرو، مولانا آزاد، مولانا جوہر، گنیش شنکر ودیارتھی وغیرہ عظیم آزادی پسندوں اور عظیم ہستیوں نے اخبارات کو اپنی لڑائی کا ایک اہم ہتھیار بنا لیا تھا۔ ایک زمانہ تھا جب صحافت کا معیار غیر جانبدارانہ اور منصفانہ ہوا کرتا تھا جیسا کہ ہمارے ملک کی آزادی میں صحافت نے اہم کردار ادا کیا، جب ملک غلام تھا، انگریز راج کو جڑ سے اکھاڑ پھینکنے کے لیے مختلف علاقوں میں لوگوں کو آگاہ کرنے کے مقصد سے کئی اخبارات، رسائل کی ایڈیٹنگ شروع کی گئی تھی۔ ان اخبارات اور رسائل نے ملک کے لوگوں کو متحد کرنے میں اہم کردار ادا کیا تھا، اپنے ابتدائی دنوں میں صحافت نے ایک مشن کے طور پر جنم لیا تھا جس کا مقصد سماجی شعور کو مزید بیدار کرنا تھا۔ مہاتما گاندھی، لوک مانیہ تلک، پنڈت نہرو، مولانا آزاد، مولانا جوہر، گنیش شنکر ودیارتھی وغیرہ عظیم آزادی پسندوں اور عظیم ہستیوں نے اخبارات کو اپنی لڑائی کا ایک اہم ہتھیار بنا لیا تھا۔ ایک زمانہ تھا جب صحافت کا معیار غیر جانبدارانہ اور منصفانہ ہوا کرتا تھا جیسا کہ ہمارے ملک کی آزادی میں صحافت نے اہم کردار ادا کیا، جب ملک غلام تھا، انگریز راج کو جڑ سے اکھاڑ پھینکنے کے لیے مختلف علاقوں میں لوگوں کو آگاہ کرنے کے مقصد سے کئی اخبارات، رسائل کی ایڈیٹنگ شروع کی گئی تھی۔ ان اخبارات اور رسائل نے ملک کے لوگوں کو متحد کرنے میں اہم کردار ادا کیا تھا، اپنے ابتدائی دنوں میں صحافت نے ایک مشن کے طور پر جنم لیا تھا جس کا مقصد سماجی شعور کو مزید بیدار کرنا تھا۔ مہاتما گاندھی، لوک مانیہ تلک، پنڈت نہرو، مولانا آزاد، مولانا جوہر، گنیش شنکر ودیارتھی وغیرہ عظیم آزادی پسندوں اور عظیم ہستیوں نے اخبارات کو اپنی لڑائی کا ایک اہم ہتھیار بنا لیا تھا۔ ایک زمانہ تھا جب صحافت کا معیار غیر جانبدارانہ اور منصفانہ ہوا کرتا تھا جیسا کہ ہمارے ملک کی آزادی میں صحافت نے اہم کردار ادا کیا، جب ملک غلام تھا، انگریز راج کو جڑ سے اکھاڑ پھینکنے کے لیے مختلف علاقوں میں لوگوں کو آگاہ کرنے کے مقصد سے کئی اخبارات، رسائل کی ایڈیٹنگ شروع کی گئی تھی۔ ان اخبارات اور رسائل نے ملک کے لوگوں کو متحد کرنے میں اہم کردار ادا کیا تھا، اپنے ابتدائی دنوں میں صحافت نے ایک مشن کے طور پر جنم لیا تھا جس کا مقصد سماجی شعور کو مزید بیدار کرنا تھا۔ مہاتما گاندھی، لوک مانیہ تلک، پنڈت نہرو، مولانا آزاد، مولانا جوہر، گنیش شنکر ودیارتھی وغیرہ عظیم آزادی پسندوں اور عظیم ہستیوں نے اخبارات کو اپنی لڑائی کا ایک اہم ہتھیار بنا لیا تھا۔ ایک زمانہ تھا جب صحافت کا معیار غیر جانبدارانہ اور منصفانہ ہوا کرتا تھا جیسا کہ ہمارے ملک کی آزادی میں صحافت نے اہم کردار ادا کیا، جب ملک غلام تھا، انگریز راج کو جڑ سے اکھاڑ پھینکنے کے لیے مختلف علاقوں میں لوگوں کو آگاہ کرنے کے مقصد سے کئی اخبارات، رسائل کی ایڈیٹنگ شروع کی گئی تھی۔ ان اخبارات اور رسائل نے ملک کے لوگوں کو متحد کرنے میں اہم کردار ادا کیا تھا، اپنے ابتدائی دنوں میں صحافت نے ایک مشن کے طور پر جنم لیا تھا جس کا مقصد سماجی شعور کو مزید بیدار کرنا تھا۔ مہاتما گاندھی، لوک مانیہ تلک، پنڈت نہرو، مولانا آزاد، مولانا جوہر، گنیش شنکر ودیارتھی وغیرہ عظیم آزادی پسندوں اور عظیم ہستیوں نے اخبارات کو اپنی لڑائی کا ایک اہم ہتھیار بنا لیا تھا۔ ایک زمانہ تھا جب صحافت کا معیار غیر جانبدارانہ اور منصفانہ ہوا کرتا تھا جیسا کہ ہمارے ملک کی آزادی میں صحافت نے اہم کردار ادا کیا، جب ملک غلام تھا، انگریز راج کو جڑ سے اکھاڑ پھینکنے کے لیے مختلف علاقوں میں لوگوں کو آگاہ کرنے کے مقصد سے کئی اخبارات، رسائل کی ایڈیٹنگ شروع کی گئی تھی۔ ان اخبارات اور رسائل نے ملک کے لوگوں کو متحد کرنے میں اہم کردار ادا کیا تھا، اپنے ابتدائی دنوں میں صحافت نے ایک مشن کے طور پر جنم لیا تھا جس کا مقصد سماجی شعور کو مزید بیدار کرنا تھا۔ مہاتما گاندھی، لوک مانیہ تلک، پنڈت نہرو، مولانا آزاد، مولانا جوہر، گنیش شنکر ودیارتھی وغیرہ عظیم آزادی پسندوں اور عظیم ہستیوں نے اخبارات کو اپنی لڑائی کا ایک اہم ہتھیار بنا لیا تھا۔ ایک زمانہ تھا جب صحافت کا معیار غیر جانبدارانہ اور منصفانہ ہوا کرتا تھا جیسا کہ ہمارے ملک کی آزادی میں صحافت نے اہم کردار ادا کیا، جب ملک غلام تھا، انگریز راج کو جڑ سے اکھاڑ پھینکنے کے لیے مختلف علاقوں میں لوگوں کو آگاہ کرنے کے مقصد سے کئی اخبارات، رسائل کی ایڈیٹنگ شروع کی گئی تھی۔ ان اخبارات اور رسائل نے ملک کے لوگوں کو متحد کرنے میں اہم کردار ادا کیا تھا، اپنے ابتدائی دنوں میں صحافت نے ایک مشن کے طور پر جنم لیا تھا جس کا مقصد سماجی شعور کو مزید بیدار کرنا تھا۔ مہاتما گاندھی، لوک مانیہ تلک، پنڈت نہرو، مولانا آزاد، مولانا جوہر، گنیش شنکر ودیارتھی وغیرہ عظیم آزادی پسندوں اور عظیم ہستیوں نے اخبارات کو اپنی لڑائی کا ایک اہم ہتھیار بنا لیا تھا۔ (713, 378, 943, 1454)
poem-line: زندگی کے جس سفر میں تھے رواں (6, 1143, 148, 1168)
arif-place: حیدرآباد (تلنگانہ) (837, 349, 939, 365)
mushraf-place: میرا روڈ، ممبئی (607, 698, 695, 713)
